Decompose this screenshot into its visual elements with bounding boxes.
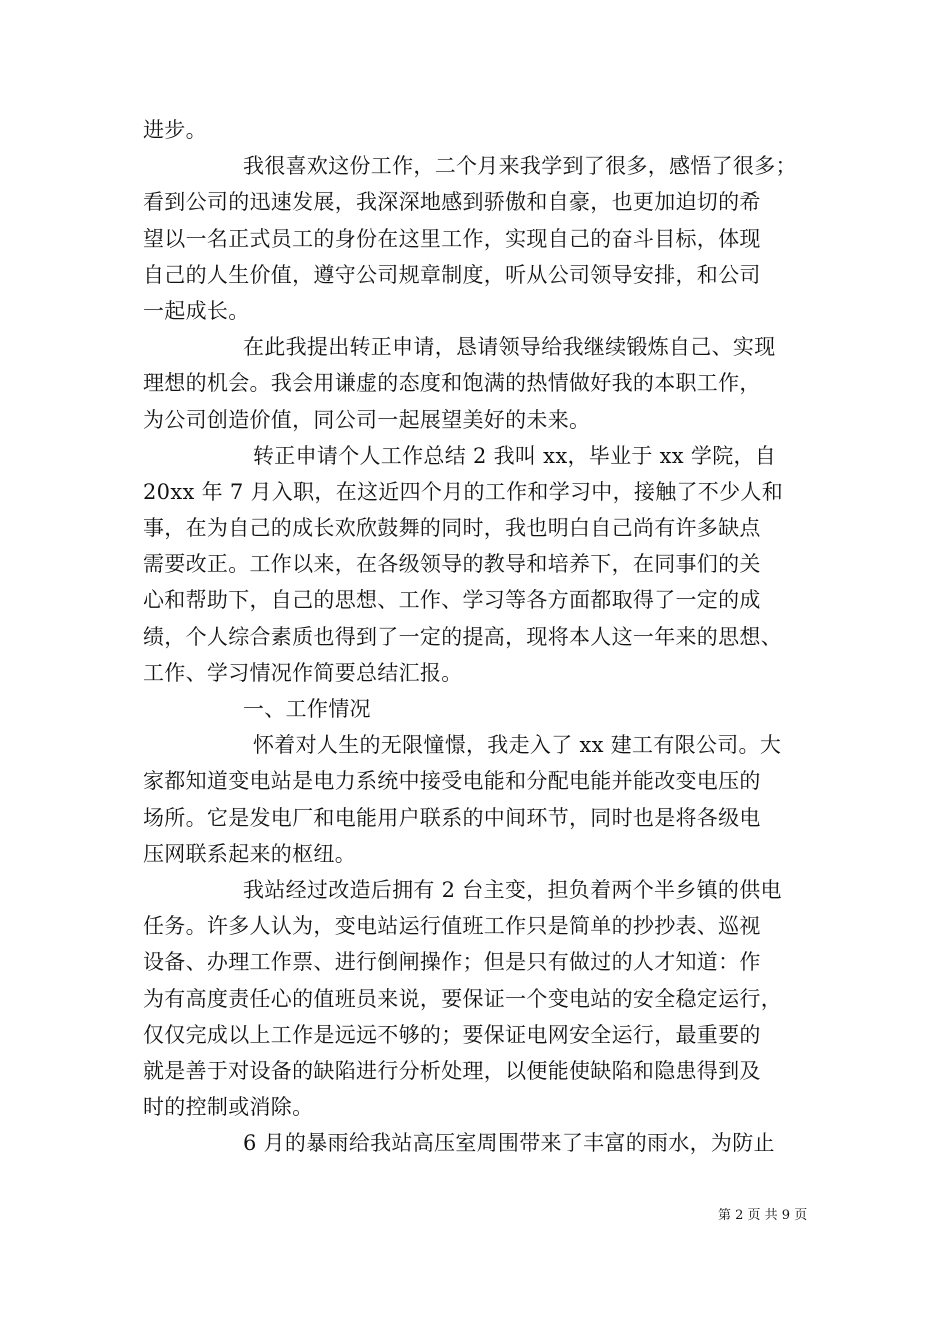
text-line-23: 任务。许多人认为，变电站运行值班工作只是简单的抄抄表、巡视 xyxy=(143,914,761,939)
text-line-1: 进步。 xyxy=(143,118,207,142)
text-line-18: 怀着对人生的无限憧憬，我走入了 xx 建工有限公司。大 xyxy=(253,733,782,758)
text-line-26: 仅仅完成以上工作是远远不够的；要保证电网安全运行，最重要的 xyxy=(143,1022,761,1047)
text-line-19: 家都知道变电站是电力系统中接受电能和分配电能并能改变电压的 xyxy=(143,769,761,794)
text-line-15: 绩，个人综合素质也得到了一定的提高，现将本人这一年来的思想、 xyxy=(143,624,782,649)
text-line-21: 压网联系起来的枢纽。 xyxy=(143,841,356,866)
page-number: 第 2 页 共 9 页 xyxy=(718,1208,808,1223)
text-line-29: 6 月的暴雨给我站高压室周围带来了丰富的雨水，为防止 xyxy=(243,1131,775,1156)
text-line-20: 场所。它是发电厂和电能用户联系的中间环节，同时也是将各级电 xyxy=(143,805,761,830)
text-line-14: 心和帮助下，自己的思想、工作、学习等各方面都取得了一定的成 xyxy=(143,588,761,613)
text-line-28: 时的控制或消除。 xyxy=(143,1095,314,1120)
text-line-7: 在此我提出转正申请，恳请领导给我继续锻炼自己、实现 xyxy=(243,335,776,360)
text-line-3: 看到公司的迅速发展，我深深地感到骄傲和自豪，也更加迫切的希 xyxy=(143,190,761,215)
text-line-22: 我站经过改造后拥有 2 台主变，担负着两个半乡镇的供电 xyxy=(243,877,782,902)
text-line-6: 一起成长。 xyxy=(143,298,250,323)
text-line-12: 事，在为自己的成长欢欣鼓舞的同时，我也明白自己尚有许多缺点 xyxy=(143,516,761,541)
text-line-2: 我很喜欢这份工作，二个月来我学到了很多，感悟了很多； xyxy=(243,154,797,179)
text-line-8: 理想的机会。我会用谦虚的态度和饱满的热情做好我的本职工作， xyxy=(143,371,761,396)
text-line-25: 为有高度责任心的值班员来说，要保证一个变电站的安全稳定运行， xyxy=(143,986,782,1011)
text-line-9: 为公司创造价值，同公司一起展望美好的未来。 xyxy=(143,407,591,432)
text-line-16: 工作、学习情况作简要总结汇报。 xyxy=(143,660,463,685)
text-line-10: 转正申请个人工作总结 2 我叫 xx，毕业于 xx 学院，自 xyxy=(253,443,777,468)
section-heading: 一、工作情况 xyxy=(243,697,371,721)
text-line-11: 20xx 年 7 月入职，在这近四个月的工作和学习中，接触了不少人和 xyxy=(143,479,783,504)
text-line-5: 自己的人生价值，遵守公司规章制度，听从公司领导安排，和公司 xyxy=(143,262,761,287)
text-line-27: 就是善于对设备的缺陷进行分析处理，以便能使缺陷和隐患得到及 xyxy=(143,1058,761,1083)
text-line-13: 需要改正。工作以来，在各级领导的教导和培养下，在同事们的关 xyxy=(143,552,761,577)
text-line-24: 设备、办理工作票、进行倒闸操作；但是只有做过的人才知道：作 xyxy=(143,950,761,975)
text-line-4: 望以一名正式员工的身份在这里工作，实现自己的奋斗目标，体现 xyxy=(143,226,761,251)
document-body xyxy=(143,112,815,1161)
